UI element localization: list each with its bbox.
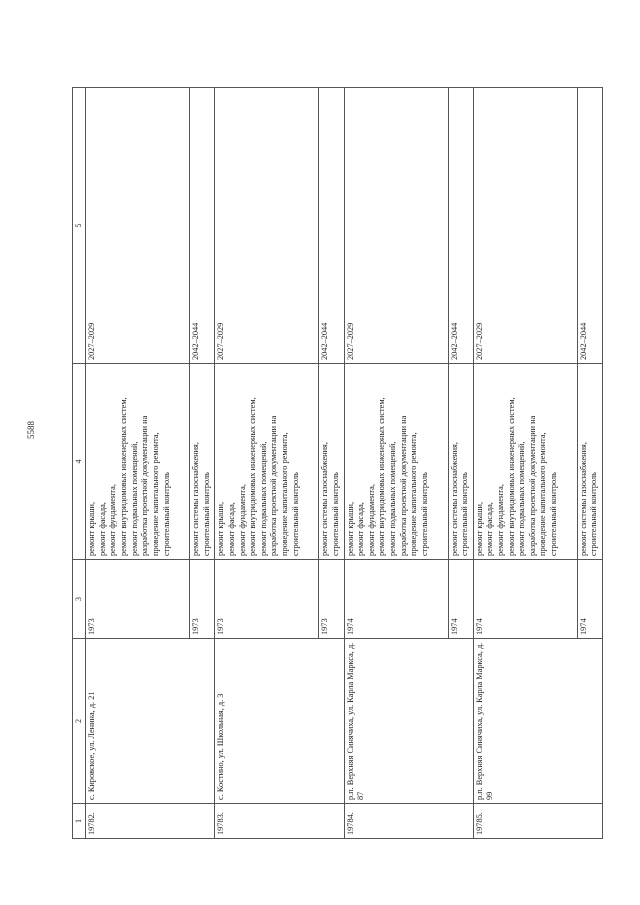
repair-period-cell: 2042–2044 [448,88,473,364]
repair-period-cell: 2042–2044 [319,88,344,364]
construction-year-cell: 1974 [448,560,473,639]
construction-year-cell: 1974 [344,560,448,639]
works-cell [190,364,215,560]
repair-period-cell: 2042–2044 [577,88,602,364]
column-header: 4 [73,364,86,560]
work-item: ремонт фундамента, [496,484,506,556]
construction-year-cell: 1973 [190,560,215,639]
row-number: 19783. [215,804,344,839]
document-page [72,87,603,839]
works-cell [86,364,190,560]
work-item: разработка проектной документации на [269,415,279,556]
work-item: проведение капитального ремонта, [538,432,548,556]
work-item: ремонт крыши, [474,501,484,556]
work-item: ремонт фасада, [356,502,366,556]
work-item: ремонт крыши, [216,501,226,556]
work-item: ремонт фундамента, [108,484,118,556]
work-item: ремонт крыши, [345,501,355,556]
works-cell [319,364,344,560]
table-header-row [73,88,86,839]
construction-year-cell: 1974 [577,560,602,639]
work-item: ремонт подвальных помещений, [258,441,268,556]
works-cell [577,364,602,560]
work-item: ремонт внутридомовых инженерных систем, [248,397,258,556]
work-item: ремонт подвальных помещений, [517,441,527,556]
construction-year-cell: 1974 [473,560,577,639]
work-item: разработка проектной документации на [527,415,537,556]
repair-period-cell: 2027–2029 [86,88,190,364]
work-item: ремонт подвальных помещений, [388,441,398,556]
work-item: ремонт подвальных помещений, [129,441,139,556]
work-item: ремонт фасада, [97,502,107,556]
table-body [86,88,603,839]
repair-period-cell: 2027–2029 [473,88,577,364]
repair-period-cell: 2042–2044 [190,88,215,364]
work-item: строительный контроль [290,472,300,556]
works-cell [473,364,577,560]
repair-schedule-table [72,87,603,839]
address-cell: с. Костино, ул. Школьная, д. 3 [215,639,344,804]
row-number: 19784. [344,804,473,839]
page-number: 5588 [26,421,36,439]
work-item: строительный контроль [161,472,171,556]
work-item: ремонт крыши, [87,501,97,556]
work-item: ремонт внутридомовых инженерных систем, [377,397,387,556]
address-cell: р.п. Верхняя Синячиха, ул. Карла Маркса, д. 87 [344,639,473,804]
work-item: ремонт фасада, [227,502,237,556]
work-item: строительный контроль [419,472,429,556]
construction-year-cell: 1973 [215,560,319,639]
works-cell [215,364,319,560]
address-cell: с. Кировское, ул. Ленина, д. 21 [86,639,215,804]
column-header: 2 [73,639,86,804]
work-item: разработка проектной документации на [398,415,408,556]
work-item: ремонт фундамента, [366,484,376,556]
work-item: строительный контроль [331,472,341,556]
table-row [215,88,319,839]
works-cell [344,364,448,560]
work-item: строительный контроль [549,472,559,556]
work-item: ремонт фасада, [485,502,495,556]
construction-year-cell: 1973 [86,560,190,639]
row-number: 19782. [86,804,215,839]
work-item: ремонт системы газоснабжения, [449,442,459,556]
work-item: ремонт системы газоснабжения, [191,442,201,556]
row-number: 19785. [473,804,602,839]
work-item: ремонт системы газоснабжения, [320,442,330,556]
work-item: разработка проектной документации на [140,415,150,556]
address-cell: р.п. Верхняя Синячиха, ул. Карла Маркса, д. 99 [473,639,602,804]
repair-period-cell: 2027–2029 [344,88,448,364]
repair-period-cell: 2027–2029 [215,88,319,364]
table-row [344,88,448,839]
column-header: 1 [73,804,86,839]
work-item: строительный контроль [589,472,599,556]
work-item: ремонт системы газоснабжения, [578,442,588,556]
work-item: строительный контроль [201,472,211,556]
construction-year-cell: 1973 [319,560,344,639]
column-header: 5 [73,88,86,364]
work-item: проведение капитального ремонта, [409,432,419,556]
work-item: ремонт внутридомовых инженерных систем, [506,397,516,556]
table-row [473,88,577,839]
work-item: проведение капитального ремонта, [280,432,290,556]
work-item: проведение капитального ремонта, [150,432,160,556]
work-item: строительный контроль [460,472,470,556]
work-item: ремонт фундамента, [237,484,247,556]
works-cell [448,364,473,560]
column-header: 3 [73,560,86,639]
work-item: ремонт внутридомовых инженерных систем, [119,397,129,556]
table-row [86,88,190,839]
